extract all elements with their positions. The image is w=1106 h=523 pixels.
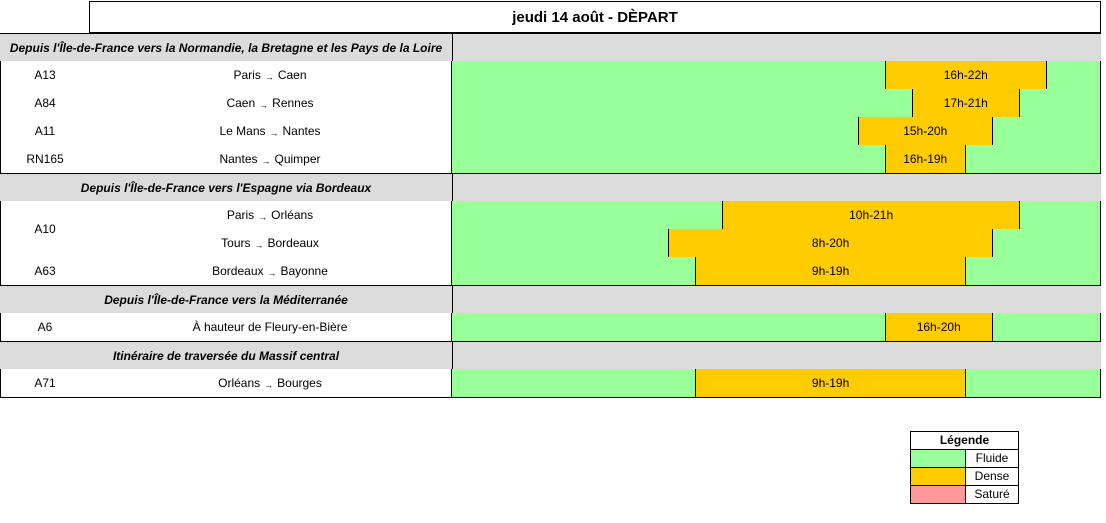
location-text: À hauteur de Fleury-en-Bière — [192, 320, 348, 334]
section-header: Depuis l'Île-de-France vers l'Espagne via Bordeaux — [0, 173, 452, 202]
road-id: A6 — [0, 313, 90, 342]
section-header-fill — [452, 341, 1101, 370]
section-header-fill — [452, 285, 1101, 314]
arrow-right-icon: → — [267, 268, 277, 278]
route-to: Bayonne — [280, 264, 328, 278]
timeline-bar-dense: 10h-21h — [722, 201, 1019, 229]
timeline-bar-dense: 9h-19h — [695, 257, 965, 285]
arrow-right-icon: → — [261, 156, 271, 166]
legend-item-fluide — [911, 450, 1018, 468]
timeline-bar-fluide — [452, 313, 1101, 342]
route-label — [89, 369, 452, 398]
road-id: A71 — [0, 369, 90, 398]
arrow-right-icon: → — [269, 128, 279, 138]
route-to: Orléans — [271, 208, 314, 222]
route-from: Paris — [233, 68, 261, 82]
route-to: Caen — [277, 68, 307, 82]
arrow-right-icon: → — [264, 72, 274, 82]
route-to: Bordeaux — [267, 236, 319, 250]
route-label — [89, 145, 452, 174]
arrow-right-icon: → — [264, 380, 274, 390]
route-to: Rennes — [272, 96, 314, 110]
route-from: Bordeaux — [212, 264, 264, 278]
route-from: Orléans — [218, 376, 261, 390]
route-from: Tours — [221, 236, 251, 250]
section-header: Itinéraire de traversée du Massif central — [0, 341, 452, 370]
route-to: Bourges — [277, 376, 322, 390]
arrow-right-icon: → — [254, 240, 264, 250]
route-label — [89, 229, 452, 258]
route-to: Quimper — [274, 152, 321, 166]
legend-item-dense — [911, 468, 1018, 486]
route-label — [89, 257, 452, 286]
route-from: Nantes — [219, 152, 258, 166]
timeline-bar-dense: 15h-20h — [858, 117, 993, 145]
section-header: Depuis l'Île-de-France vers la Méditerranée — [0, 285, 452, 314]
legend-title: Légende — [911, 432, 1018, 450]
section-header-fill — [452, 173, 1101, 202]
route-label — [89, 313, 452, 342]
route-to: Nantes — [282, 124, 321, 138]
arrow-right-icon: → — [258, 212, 268, 222]
road-id: A84 — [0, 89, 90, 118]
route-label — [89, 89, 452, 118]
timeline-bar-dense: 16h-22h — [885, 61, 1047, 89]
arrow-right-icon: → — [259, 100, 269, 110]
route-label — [89, 117, 452, 146]
legend-label: Saturé — [974, 487, 1010, 501]
legend-swatch-sature — [911, 486, 966, 503]
road-id: A11 — [0, 117, 90, 146]
timeline-bar-dense: 17h-21h — [912, 89, 1020, 117]
section-header: Depuis l'Île-de-France vers la Normandie, la Bretagne et les Pays de la Loire — [0, 33, 452, 62]
timeline-bar-fluide — [452, 145, 1101, 174]
timeline-bar-fluide — [452, 117, 1101, 146]
road-id: RN165 — [0, 145, 90, 174]
legend-item-sature — [911, 486, 1018, 503]
legend-label: Dense — [974, 469, 1010, 483]
road-id: A13 — [0, 61, 90, 90]
section-header-fill — [452, 33, 1101, 62]
route-from: Caen — [226, 96, 256, 110]
timeline-bar-dense: 16h-19h — [885, 145, 966, 173]
timeline-bar-dense: 8h-20h — [668, 229, 993, 257]
timeline-bar-dense: 16h-20h — [885, 313, 993, 341]
road-id: A10 — [0, 201, 90, 258]
legend-swatch-dense — [911, 468, 966, 485]
route-label — [89, 201, 452, 230]
legend-swatch-fluide — [911, 450, 966, 467]
route-label — [89, 61, 452, 90]
page-title: jeudi 14 août - DÈPART — [89, 1, 1101, 33]
legend — [910, 431, 1019, 504]
legend-label: Fluide — [975, 451, 1009, 465]
route-from: Le Mans — [219, 124, 266, 138]
timeline-bar-dense: 9h-19h — [695, 369, 965, 397]
road-id: A63 — [0, 257, 90, 286]
route-from: Paris — [226, 208, 255, 222]
